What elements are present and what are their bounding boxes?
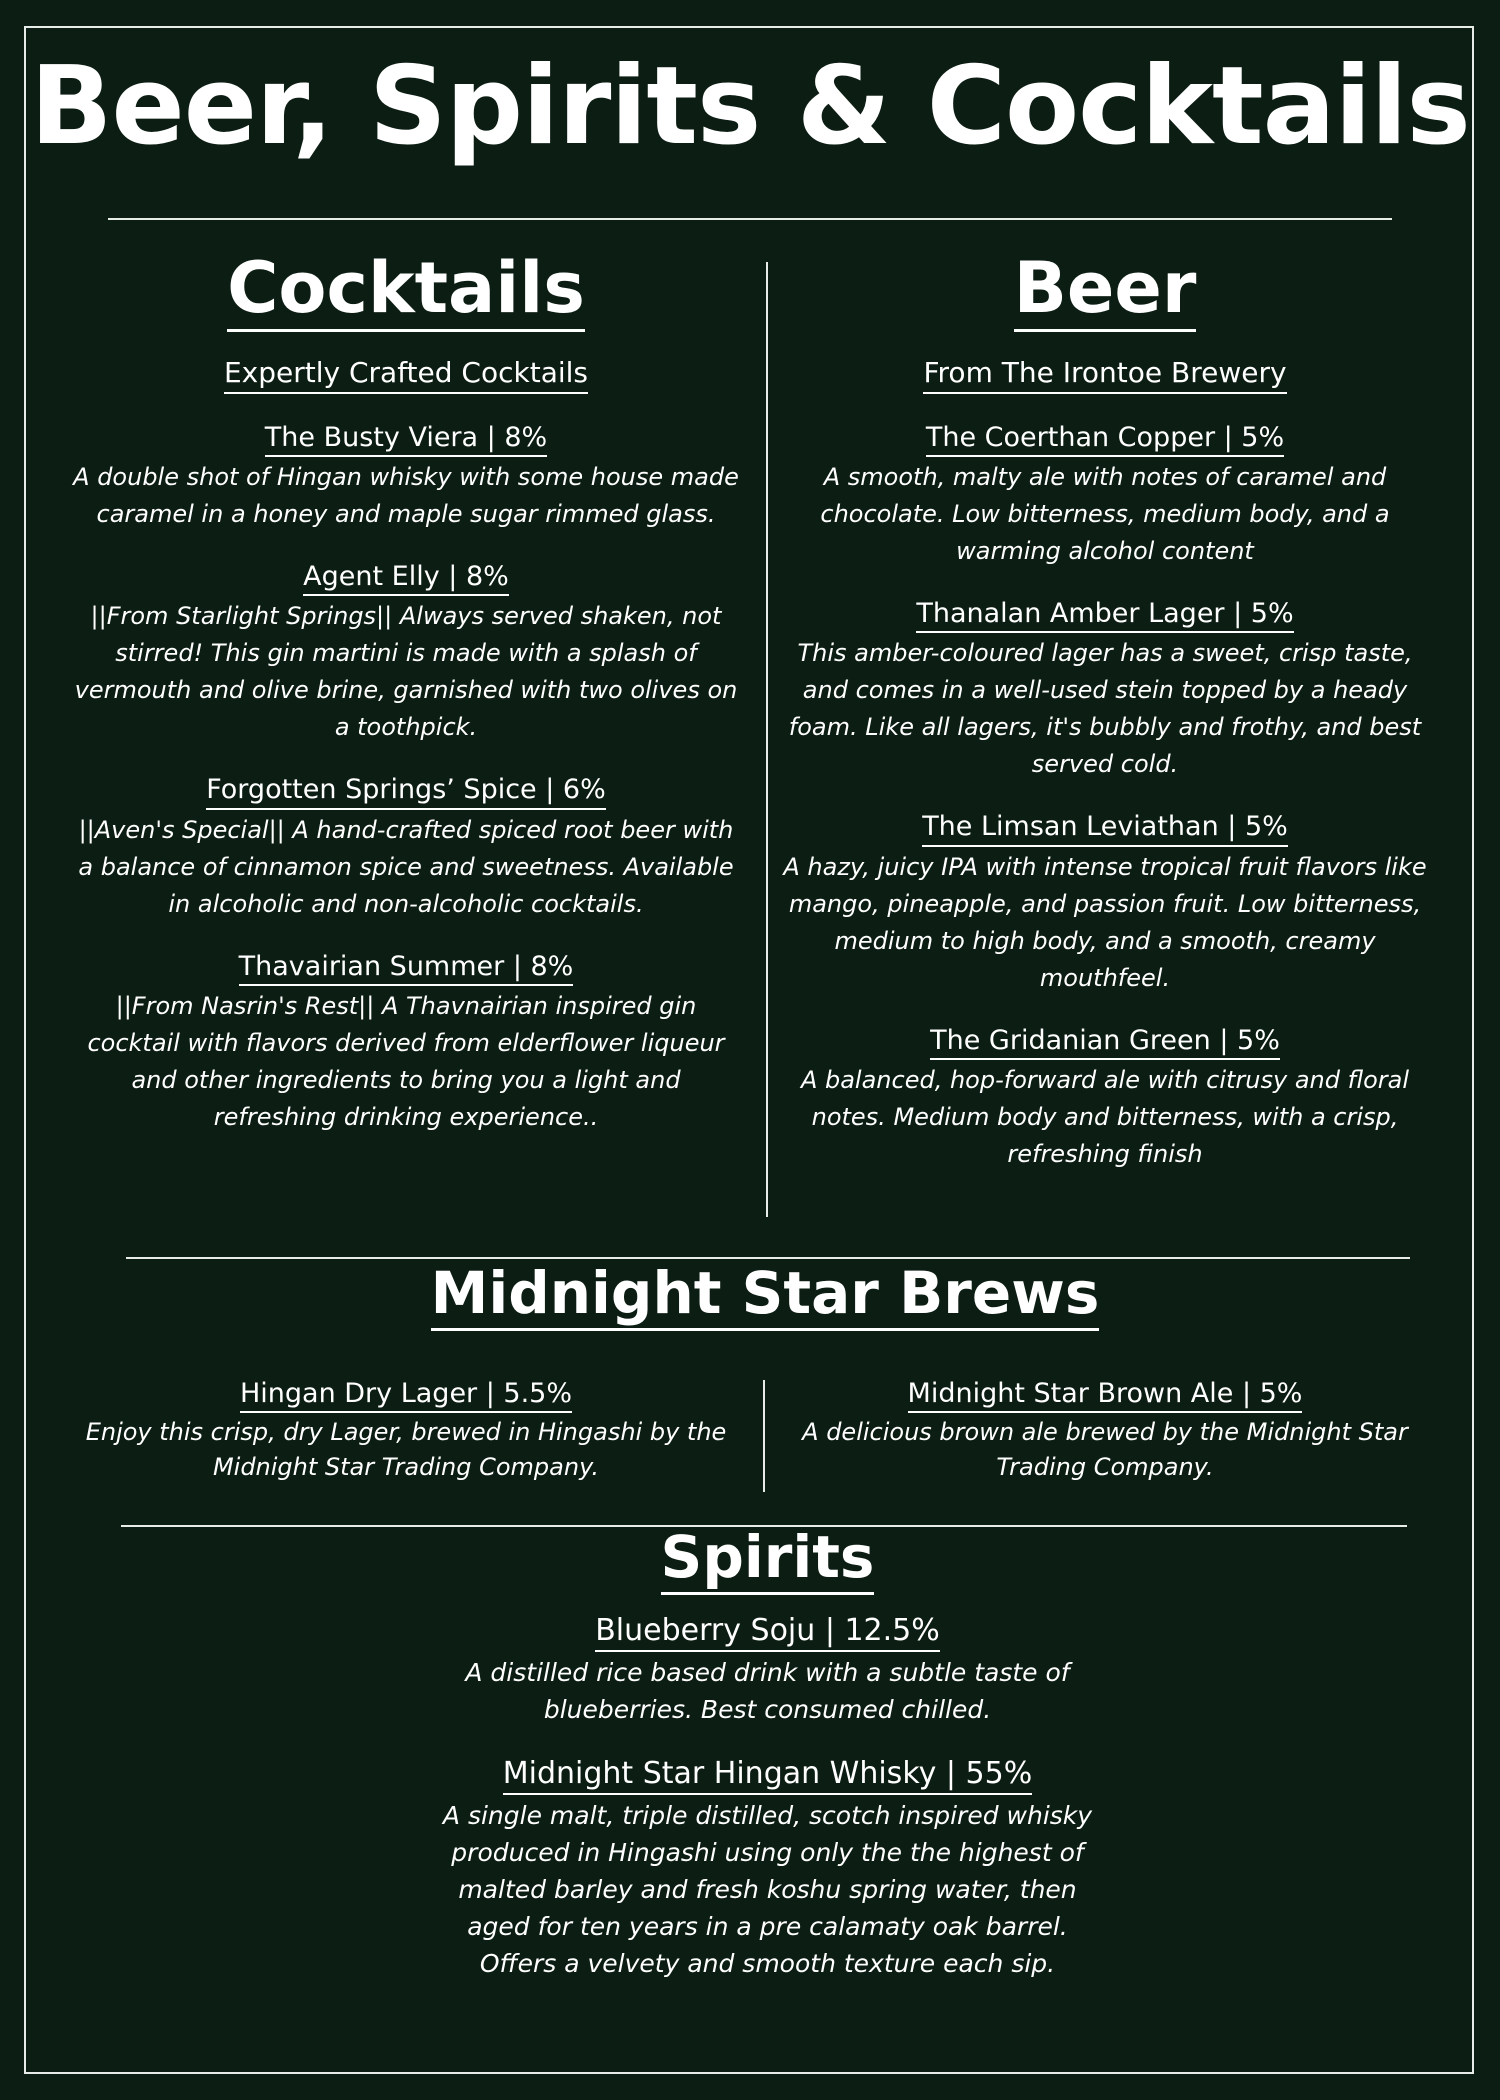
midnight-left-column <box>70 1378 742 1485</box>
item-name: Agent Elly | 8% <box>303 561 509 596</box>
cocktails-column <box>70 247 742 1136</box>
beer-subheading: From The Irontoe Brewery <box>923 356 1286 394</box>
item-description: A double shot of Hingan whisky with some house made caramel in a honey and maple sugar rimmed glass. <box>73 462 739 528</box>
title-divider <box>108 218 1392 220</box>
item-name: Midnight Star Hingan Whisky | 55% <box>503 1756 1032 1795</box>
midnight-heading: Midnight Star Brews <box>431 1262 1100 1331</box>
item-name: Forgotten Springs’ Spice | 6% <box>206 774 606 809</box>
column-divider <box>766 262 768 1217</box>
item-name: Hingan Dry Lager | 5.5% <box>240 1378 572 1413</box>
cocktails-subheading: Expertly Crafted Cocktails <box>224 356 588 394</box>
item-description: ||From Nasrin's Rest|| A Thavnairian inspired gin cocktail with flavors derived from elderflower liqueur and other ingredients to bring you a light and refreshing drinking experience.. <box>87 992 725 1132</box>
menu-item <box>430 1756 1105 1982</box>
menu-item <box>772 598 1438 783</box>
menu-item <box>772 1025 1438 1173</box>
item-description: ||Aven's Special|| A hand-crafted spiced root beer with a balance of cinnamon spice and sweetness. Available in alcoholic and non-alcoholic cocktails. <box>78 815 734 918</box>
beer-column <box>772 247 1438 1173</box>
item-name: Thanalan Amber Lager | 5% <box>916 598 1293 633</box>
item-name: The Busty Viera | 8% <box>265 422 547 457</box>
item-description: A hazy, juicy IPA with intense tropical fruit flavors like mango, pineapple, and passion fruit. Low bitterness, medium to high body, and a smooth, creamy mouthfeel. <box>783 852 1427 992</box>
midnight-right-column <box>780 1378 1430 1485</box>
item-description: ||From Starlight Springs|| Always served shaken, not stirred! This gin martini is made with a splash of vermouth and olive brine, garnished with two olives on a toothpick. <box>74 602 738 742</box>
item-name: The Coerthan Copper | 5% <box>926 422 1284 457</box>
item-description: A smooth, malty ale with notes of caramel and chocolate. Low bitterness, medium body, and a warming alcohol content <box>820 462 1390 565</box>
item-name: The Limsan Leviathan | 5% <box>922 811 1288 846</box>
item-description: A single malt, triple distilled, scotch inspired whisky produced in Hingashi using only the the highest of malted barley and fresh koshu spring water, then aged for ten years in a pre calamaty oak barrel. Offers a velvety and smooth texture each sip. <box>442 1800 1093 1978</box>
midnight-heading-wrap <box>0 1259 1500 1331</box>
menu-title: Beer, Spirits & Cocktails <box>30 44 1470 169</box>
item-name: Thavairian Summer | 8% <box>239 951 574 986</box>
menu-item <box>70 774 742 922</box>
item-name: Midnight Star Brown Ale | 5% <box>908 1378 1303 1413</box>
menu-item <box>772 811 1438 996</box>
item-name: Blueberry Soju | 12.5% <box>595 1613 940 1652</box>
spirits-heading: Spirits <box>661 1526 875 1595</box>
spirits-column <box>430 1523 1105 1982</box>
item-description: Enjoy this crisp, dry Lager, brewed in Hingashi by the Midnight Star Trading Company. <box>85 1418 727 1482</box>
menu-item <box>772 422 1438 570</box>
menu-item <box>70 422 742 533</box>
cocktails-heading: Cocktails <box>227 250 585 332</box>
menu-item <box>70 561 742 746</box>
item-description: This amber-coloured lager has a sweet, crisp taste, and comes in a well-used stein topped by a heady foam. Like all lagers, it's bubbly and frothy, and best served cold. <box>788 639 1422 779</box>
column-divider <box>763 1380 765 1492</box>
item-name: The Gridanian Green | 5% <box>930 1025 1280 1060</box>
item-description: A distilled rice based drink with a subtle taste of blueberries. Best consumed chilled. <box>465 1657 1070 1724</box>
beer-heading: Beer <box>1014 250 1197 332</box>
item-description: A delicious brown ale brewed by the Midnight Star Trading Company. <box>802 1418 1408 1482</box>
menu-item <box>70 951 742 1136</box>
menu-item <box>430 1613 1105 1728</box>
item-description: A balanced, hop-forward ale with citrusy and floral notes. Medium body and bitterness, with a crisp, refreshing finish <box>800 1066 1410 1169</box>
